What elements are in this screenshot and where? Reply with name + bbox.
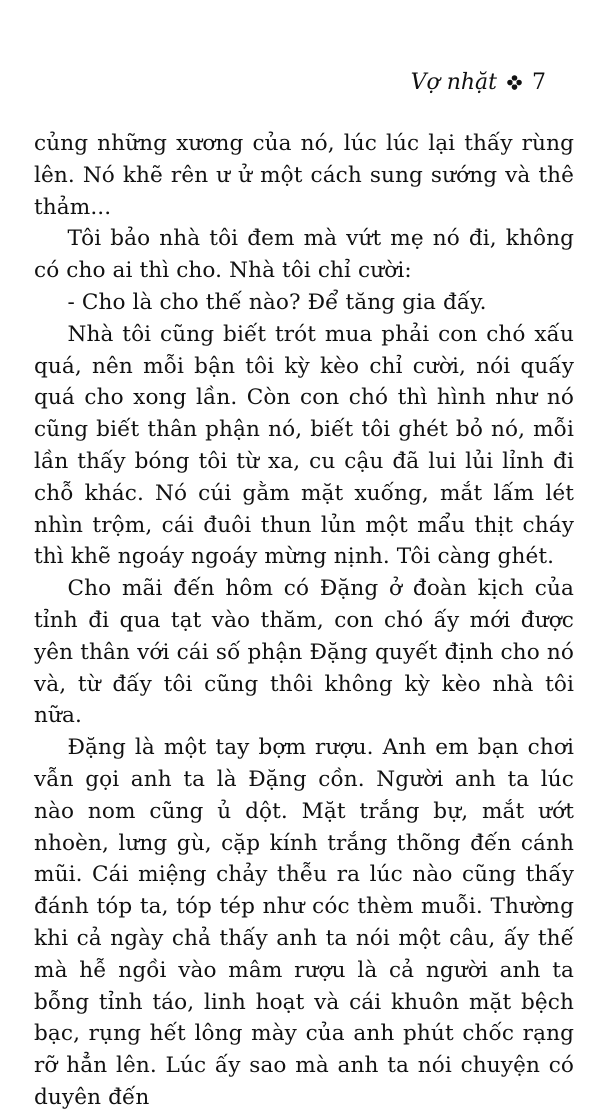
running-header xyxy=(411,70,546,95)
page-number: 7 xyxy=(532,70,546,95)
paragraph-5: Cho mãi đến hôm có Đặng ở đoàn kịch của tỉnh đi qua tạt vào thăm, con chó ấy mới được yên thân với cái số phận Đặng quyết định cho nó và, từ đấy tôi cũng thôi không kỳ kèo nhà tôi nữa. xyxy=(34,576,574,729)
body-text xyxy=(34,128,574,1114)
flower-ornament-icon xyxy=(507,75,522,90)
running-title: Vợ nhặt xyxy=(410,70,497,95)
paragraph-6: Đặng là một tay bợm rượu. Anh em bạn chơi vẫn gọi anh ta là Đặng cồn. Người anh ta lúc nào nom cũng ủ dột. Mặt trắng bự, mắt ướt nhoèn, lưng gù, cặp kính trắng thõng đến cánh mũi. Cái miệng chảy thễu ra lúc nào cũng thấy đánh tóp ta, tóp tép như cóc thèm muỗi. Thường khi cả ngày chả thấy anh ta nói một câu, ấy thế mà hễ ngồi vào mâm rượu là cả người anh ta bỗng tỉnh táo, linh hoạt và cái khuôn mặt bệch bạc, rụng hết lông mày của anh phút chốc rạng rỡ hẳn lên. Lúc ấy sao mà anh ta nói chuyện có duyên đến xyxy=(34,735,574,1110)
paragraph-4: Nhà tôi cũng biết trót mua phải con chó xấu quá, nên mỗi bận tôi kỳ kèo chỉ cười, nói quấy quá cho xong lần. Còn con chó thì hình như nó cũng biết thân phận nó, biết tôi ghét bỏ nó, mỗi lần thấy bóng tôi từ xa, cu cậu đã lui lủi lỉnh đi chỗ khác. Nó cúi gằm mặt xuống, mắt lấm lét nhìn trộm, cái đuôi thun lủn một mẩu thịt cháy thì khẽ ngoáy ngoáy mừng nịnh. Tôi càng ghét. xyxy=(34,321,574,570)
paragraph-1: củng những xương của nó, lúc lúc lại thấy rùng lên. Nó khẽ rên ư ử một cách sung sướng và thê thảm... xyxy=(34,131,574,220)
paragraph-3-dialogue: - Cho là cho thế nào? Để tăng gia đấy. xyxy=(67,289,487,315)
paragraph-2: Tôi bảo nhà tôi đem mà vứt mẹ nó đi, không có cho ai thì cho. Nhà tôi chỉ cười: xyxy=(34,226,574,284)
